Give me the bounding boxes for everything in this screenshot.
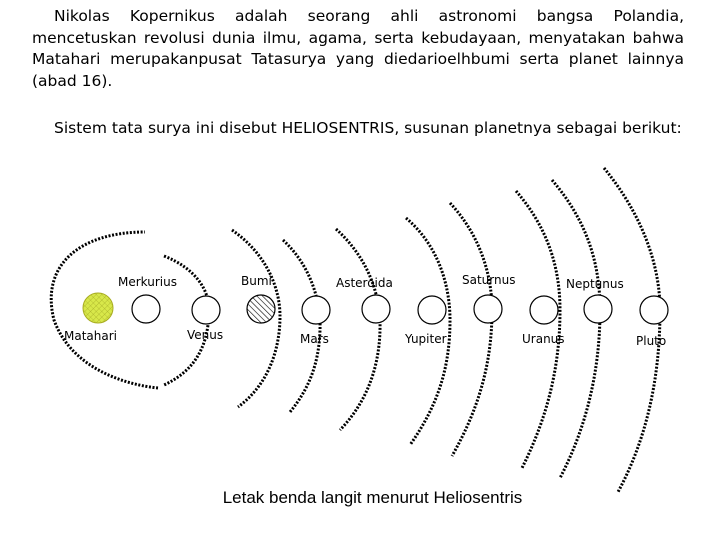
heliocentric-paragraph: Sistem tata surya ini disebut HELIOSENTRIS, susunan planetnya sebagai berikut: [54, 119, 682, 137]
orbit-uranus [516, 191, 560, 468]
planet-saturnus [474, 295, 502, 323]
orbit-pluto [604, 168, 660, 492]
orbit-arcs [51, 168, 660, 492]
planet-neptunus [584, 295, 612, 323]
label-bumi: Bumi [241, 274, 272, 288]
label-yupiter: Yupiter [405, 332, 447, 346]
sun-icon [83, 293, 113, 323]
planet-asteroida [362, 295, 390, 323]
planet-mars [302, 296, 330, 324]
planet-uranus [530, 296, 558, 324]
label-asteroida: Asteroida [336, 276, 393, 290]
orbit-asteroida [336, 229, 380, 430]
planet-bumi [247, 295, 275, 323]
orbit-mars [283, 240, 320, 412]
planet-venus [192, 296, 220, 324]
label-merkurius: Merkurius [118, 275, 177, 289]
label-venus: Venus [187, 328, 224, 342]
label-uranus: Uranus [522, 332, 565, 346]
planets [132, 295, 668, 324]
orbit-saturnus [450, 203, 492, 456]
intro-paragraph: Nikolas Kopernikus adalah seorang ahli astronomi bangsa Polandia, mencetuskan revolusi dunia ilmu, agama, serta kebudayaan, menyatakan bahwa Matahari merupakanpusat Tatasurya yang diedarioelhbumi serta planet lainnya (abad 16). [32, 7, 684, 90]
sun-label: Matahari [64, 329, 117, 343]
planet-merkurius [132, 295, 160, 323]
label-saturnus: Saturnus [462, 273, 516, 287]
planet-pluto [640, 296, 668, 324]
label-mars: Mars [300, 332, 329, 346]
diagram-caption: Letak benda langit menurut Heliosentris [222, 488, 523, 507]
label-pluto: Pluto [636, 334, 667, 348]
planet-yupiter [418, 296, 446, 324]
label-neptunus: Neptunus [566, 277, 624, 291]
